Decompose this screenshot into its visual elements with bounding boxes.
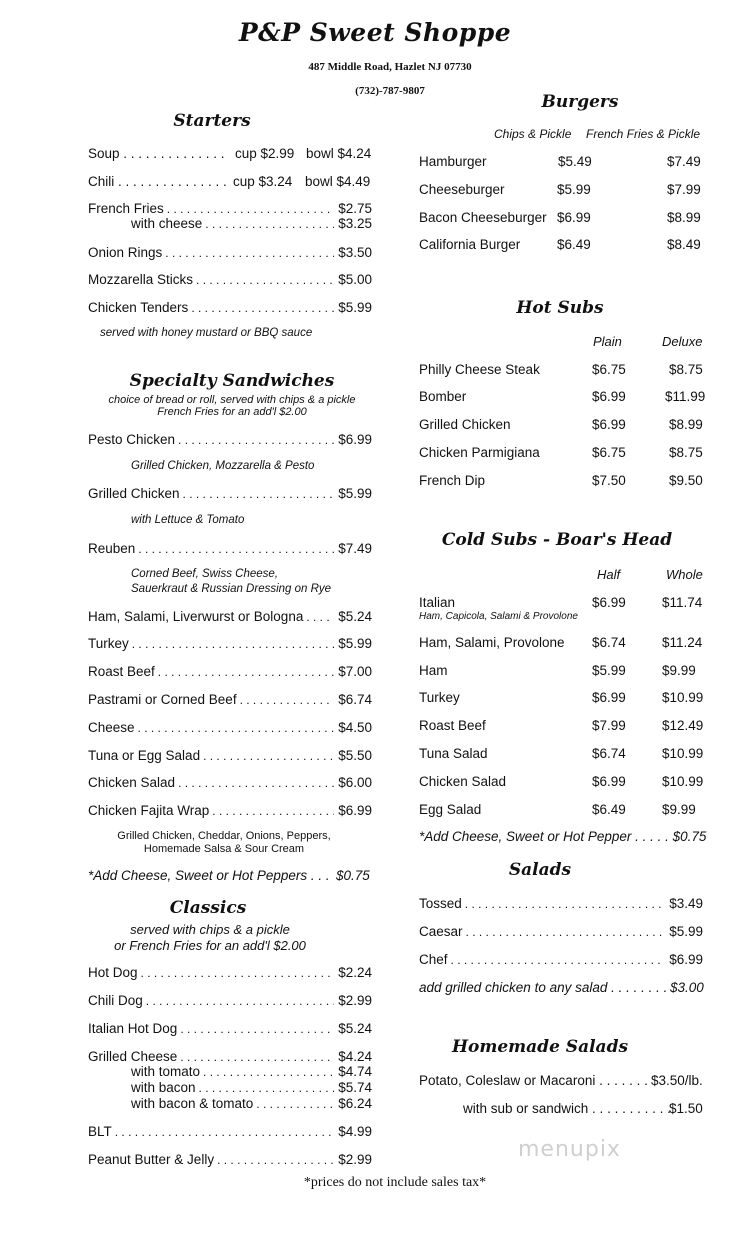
address: 487 Middle Road, Hazlet NJ 07730 [308, 61, 472, 73]
classics-title: Classics [169, 898, 247, 918]
classics-subtitle: or French Fries for an add'l $2.00 [114, 938, 306, 953]
soup-label: Soup . . . . . . . . . . . . . . [88, 146, 225, 161]
restaurant-name: P&P Sweet Shoppe [238, 18, 512, 47]
menu-item: with bacon . . . $5.74 [131, 1080, 372, 1095]
specialty-subtitle: French Fries for an add'l $2.00 [157, 406, 307, 418]
starters-title: Starters [173, 111, 251, 131]
specialty-subtitle: choice of bread or roll, served with chips & a pickle [108, 394, 356, 406]
menu-item: Ham, Salami, Liverwurst or Bologna . . . $5.24 [88, 609, 372, 624]
homemade-item-price: $3.50/lb. [651, 1073, 703, 1088]
menu-item: Peanut Butter & Jelly . . . $2.99 [88, 1152, 372, 1167]
starters-note: served with honey mustard or BBQ sauce [100, 327, 313, 339]
specialty-addon-price: $0.75 [336, 868, 370, 883]
homemade-title: Homemade Salads [451, 1037, 629, 1057]
menu-item: Tuna or Egg Salad . . . $5.50 [88, 748, 372, 763]
classics-subtitle: served with chips & a pickle [130, 922, 290, 937]
menu-item: Chicken Tenders . . . $5.99 [88, 300, 372, 315]
menu-item: French Fries . . . $2.75 [88, 201, 372, 216]
menu-item: Italian $6.99 $11.74 [419, 595, 703, 610]
menu-item: Grilled Cheese . . . $4.24 [88, 1049, 372, 1064]
menu-item: Roast Beef $7.99 $12.49 [419, 718, 704, 733]
menu-item: Grilled Chicken $6.99 $8.99 [419, 417, 703, 432]
menu-item: French Dip $7.50 $9.50 [419, 473, 703, 488]
menu-item: Chicken Salad $6.99 $10.99 [419, 774, 704, 789]
coldsubs-title: Cold Subs - Boar's Head [441, 530, 673, 550]
menu-item: Italian Hot Dog . . . $5.24 [88, 1021, 372, 1036]
item-description: Ham, Capicola, Salami & Provolone [419, 611, 578, 622]
menu-item: Tuna Salad $6.74 $10.99 [419, 746, 704, 761]
coldsubs-col2: Whole [666, 567, 703, 582]
chili-label: Chili . . . . . . . . . . . . . . . [88, 174, 227, 189]
chili-cup-price: cup $3.24 [233, 174, 293, 189]
menu-item: Grilled Chicken . . . $5.99 [88, 486, 372, 501]
burgers-col1: Chips & Pickle [494, 127, 572, 141]
menu-item: Chef . . . $6.99 [419, 952, 703, 967]
phone: (732)-787-9807 [355, 85, 425, 97]
menu-item: Caesar . . . $5.99 [419, 924, 703, 939]
menu-item: Reuben . . . $7.49 [88, 541, 372, 556]
item-description: with Lettuce & Tomato [131, 514, 245, 526]
menu-item: Cheese . . . $4.50 [88, 720, 372, 735]
footer-note: *prices do not include sales tax* [303, 1175, 487, 1190]
menu-item: Cheeseburger $5.99 $7.99 [419, 182, 701, 197]
salads-addon-price: $3.00 [670, 980, 704, 995]
menu-item: Turkey $6.99 $10.99 [419, 690, 704, 705]
soup-cup-price: cup $2.99 [235, 146, 295, 161]
menu-item: BLT . . . $4.99 [88, 1124, 372, 1139]
menu-item: Ham, Salami, Provolone $6.74 $11.24 [419, 635, 703, 650]
homemade-item-price: $1.50 [669, 1101, 703, 1116]
menu-item: Hamburger $5.49 $7.49 [419, 154, 701, 169]
menu-item: Hot Dog . . . $2.24 [88, 965, 372, 980]
menu-item: Turkey . . . $5.99 [88, 636, 372, 651]
menu-item: Chicken Parmigiana $6.75 $8.75 [419, 445, 703, 460]
menu-item: Onion Rings . . . $3.50 [88, 245, 372, 260]
homemade-item: with sub or sandwich . . . . . . . . . . . [463, 1101, 671, 1116]
menu-item: with cheese . . . $3.25 [131, 216, 372, 231]
menu-item: Tossed . . . $3.49 [419, 896, 703, 911]
burgers-title: Burgers [541, 92, 619, 112]
burgers-col2: French Fries & Pickle [586, 127, 701, 141]
item-description: Grilled Chicken, Cheddar, Onions, Peppers, [117, 830, 331, 842]
item-description: Corned Beef, Swiss Cheese, [131, 568, 279, 580]
item-description: Grilled Chicken, Mozzarella & Pesto [131, 460, 315, 472]
chili-bowl-price: bowl $4.49 [305, 174, 371, 189]
menu-item: Bomber $6.99 $11.99 [419, 389, 706, 404]
specialty-addon: *Add Cheese, Sweet or Hot Peppers . . . [88, 868, 330, 883]
menu-item: Ham $5.99 $9.99 [419, 663, 696, 678]
menu-item: Philly Cheese Steak $6.75 $8.75 [419, 362, 703, 377]
menu-item: Chicken Fajita Wrap . . . $6.99 [88, 803, 372, 818]
menu-item: Pesto Chicken . . . $6.99 [88, 432, 372, 447]
menu-item: Roast Beef . . . $7.00 [88, 664, 372, 679]
hotsubs-col1: Plain [593, 334, 622, 349]
menu-item: Egg Salad $6.49 $9.99 [419, 802, 696, 817]
menu-item: with bacon & tomato . . . $6.24 [131, 1096, 372, 1111]
hotsubs-col2: Deluxe [662, 334, 703, 349]
hotsubs-title: Hot Subs [516, 298, 604, 318]
specialty-title: Specialty Sandwiches [129, 371, 335, 391]
menu-item: Chili Dog . . . $2.99 [88, 993, 372, 1008]
salads-title: Salads [508, 860, 572, 880]
menu-item: Pastrami or Corned Beef . . . $6.74 [88, 692, 372, 707]
menu-item: with tomato . . . $4.74 [131, 1064, 372, 1079]
menu-item: Chicken Salad . . . $6.00 [88, 775, 372, 790]
menu-item: California Burger $6.49 $8.49 [419, 237, 701, 252]
soup-bowl-price: bowl $4.24 [306, 146, 372, 161]
coldsubs-addon: *Add Cheese, Sweet or Hot Pepper . . . . . $0.75 [419, 829, 707, 844]
salads-addon: add grilled chicken to any salad . . . . . . . . [419, 980, 668, 995]
menu-item: Bacon Cheeseburger $6.99 $8.99 [419, 210, 701, 225]
watermark: menupix [518, 1137, 621, 1162]
item-description: Sauerkraut & Russian Dressing on Rye [131, 583, 332, 595]
coldsubs-col1: Half [597, 567, 621, 582]
item-description: Homemade Salsa & Sour Cream [143, 843, 305, 855]
menu-item: Mozzarella Sticks . . . $5.00 [88, 272, 372, 287]
homemade-item: Potato, Coleslaw or Macaroni . . . . . . . [419, 1073, 648, 1088]
